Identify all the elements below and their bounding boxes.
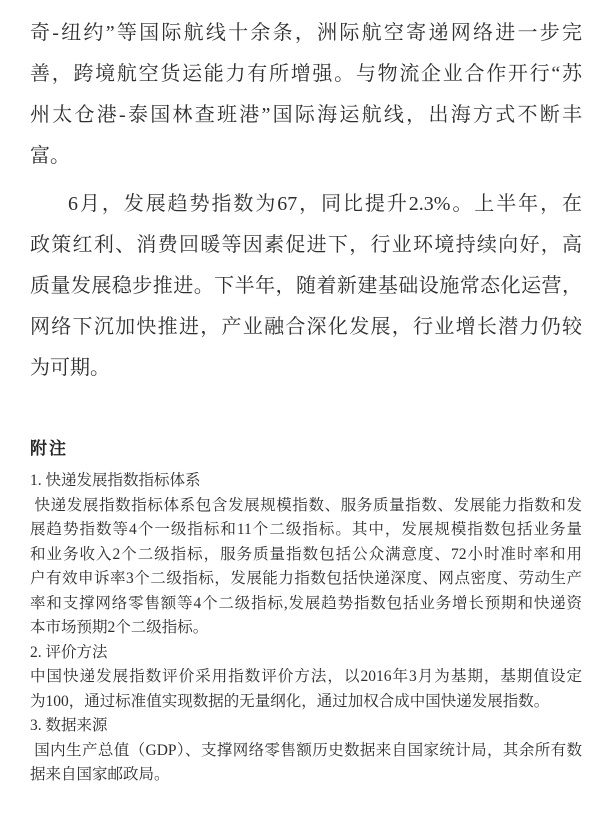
text-line: 据来自国家邮政局。 <box>30 766 170 783</box>
text-line: 网络下沉加快推进，产业融合深化发展，行业增长潜力仍较 <box>30 316 582 338</box>
text-line: 质量发展稳步推进。下半年，随着新建基础设施常态化运营， <box>30 275 582 297</box>
text-line: 快递发展指数指标体系包含发展规模指数、服务质量指数、发展能力指数和发 <box>30 496 582 514</box>
note-item <box>30 641 582 715</box>
note-item <box>30 469 582 641</box>
text-line: 本市场预期2个二级指标。 <box>30 619 209 636</box>
text-line: 州太仓港-泰国林查班港”国际海运航线，出海方式不断丰 <box>30 104 582 126</box>
text-line: 善，跨境航空货运能力有所增强。与物流企业合作开行“苏 <box>30 63 582 85</box>
text-line: 中国快递发展指数评价采用指数评价方法，以2016年3月为基期，基期值设定 <box>30 668 582 685</box>
notes-heading: 附注 <box>30 439 68 458</box>
note-title: 3. 数据来源 <box>30 717 108 734</box>
note-item <box>30 714 582 788</box>
text-line: 率和支撑网络零售额等4个二级指标,发展趋势指数包括业务增长预期和快递资 <box>30 594 582 612</box>
text-line: 国内生产总值（GDP）、支撑网络零售额历史数据来自国家统计局，其余所有数 <box>30 741 582 759</box>
body-paragraphs <box>30 13 582 389</box>
paragraph <box>30 13 582 177</box>
text-line: 展趋势指数等4个一级指标和11个二级指标。其中，发展规模指数包括业务量 <box>30 521 582 538</box>
text-line: 为100，通过标准值实现数据的无量纲化，通过加权合成中国快递发展指数。 <box>30 692 550 710</box>
text-line: 和业务收入2个二级指标，服务质量指数包括公众满意度、72小时准时率和用 <box>30 545 582 563</box>
text-line: 富。 <box>30 145 70 167</box>
text-line: 政策红利、消费回暖等因素促进下，行业环境持续向好，高 <box>30 234 582 256</box>
text-line: 奇-纽约”等国际航线十余条，洲际航空寄递网络进一步完 <box>30 22 582 44</box>
text-line: 户有效申诉率3个二级指标，发展能力指数包括快递深度、网点密度、劳动生产 <box>30 570 582 587</box>
note-title: 1. 快递发展指数指标体系 <box>30 472 201 489</box>
note-title: 2. 评价方法 <box>30 643 108 661</box>
text-line: 6月，发展趋势指数为67，同比提升2.3%。上半年，在 <box>68 193 582 215</box>
notes-list <box>30 469 582 788</box>
paragraph <box>30 184 582 389</box>
text-line: 为可期。 <box>30 357 110 379</box>
